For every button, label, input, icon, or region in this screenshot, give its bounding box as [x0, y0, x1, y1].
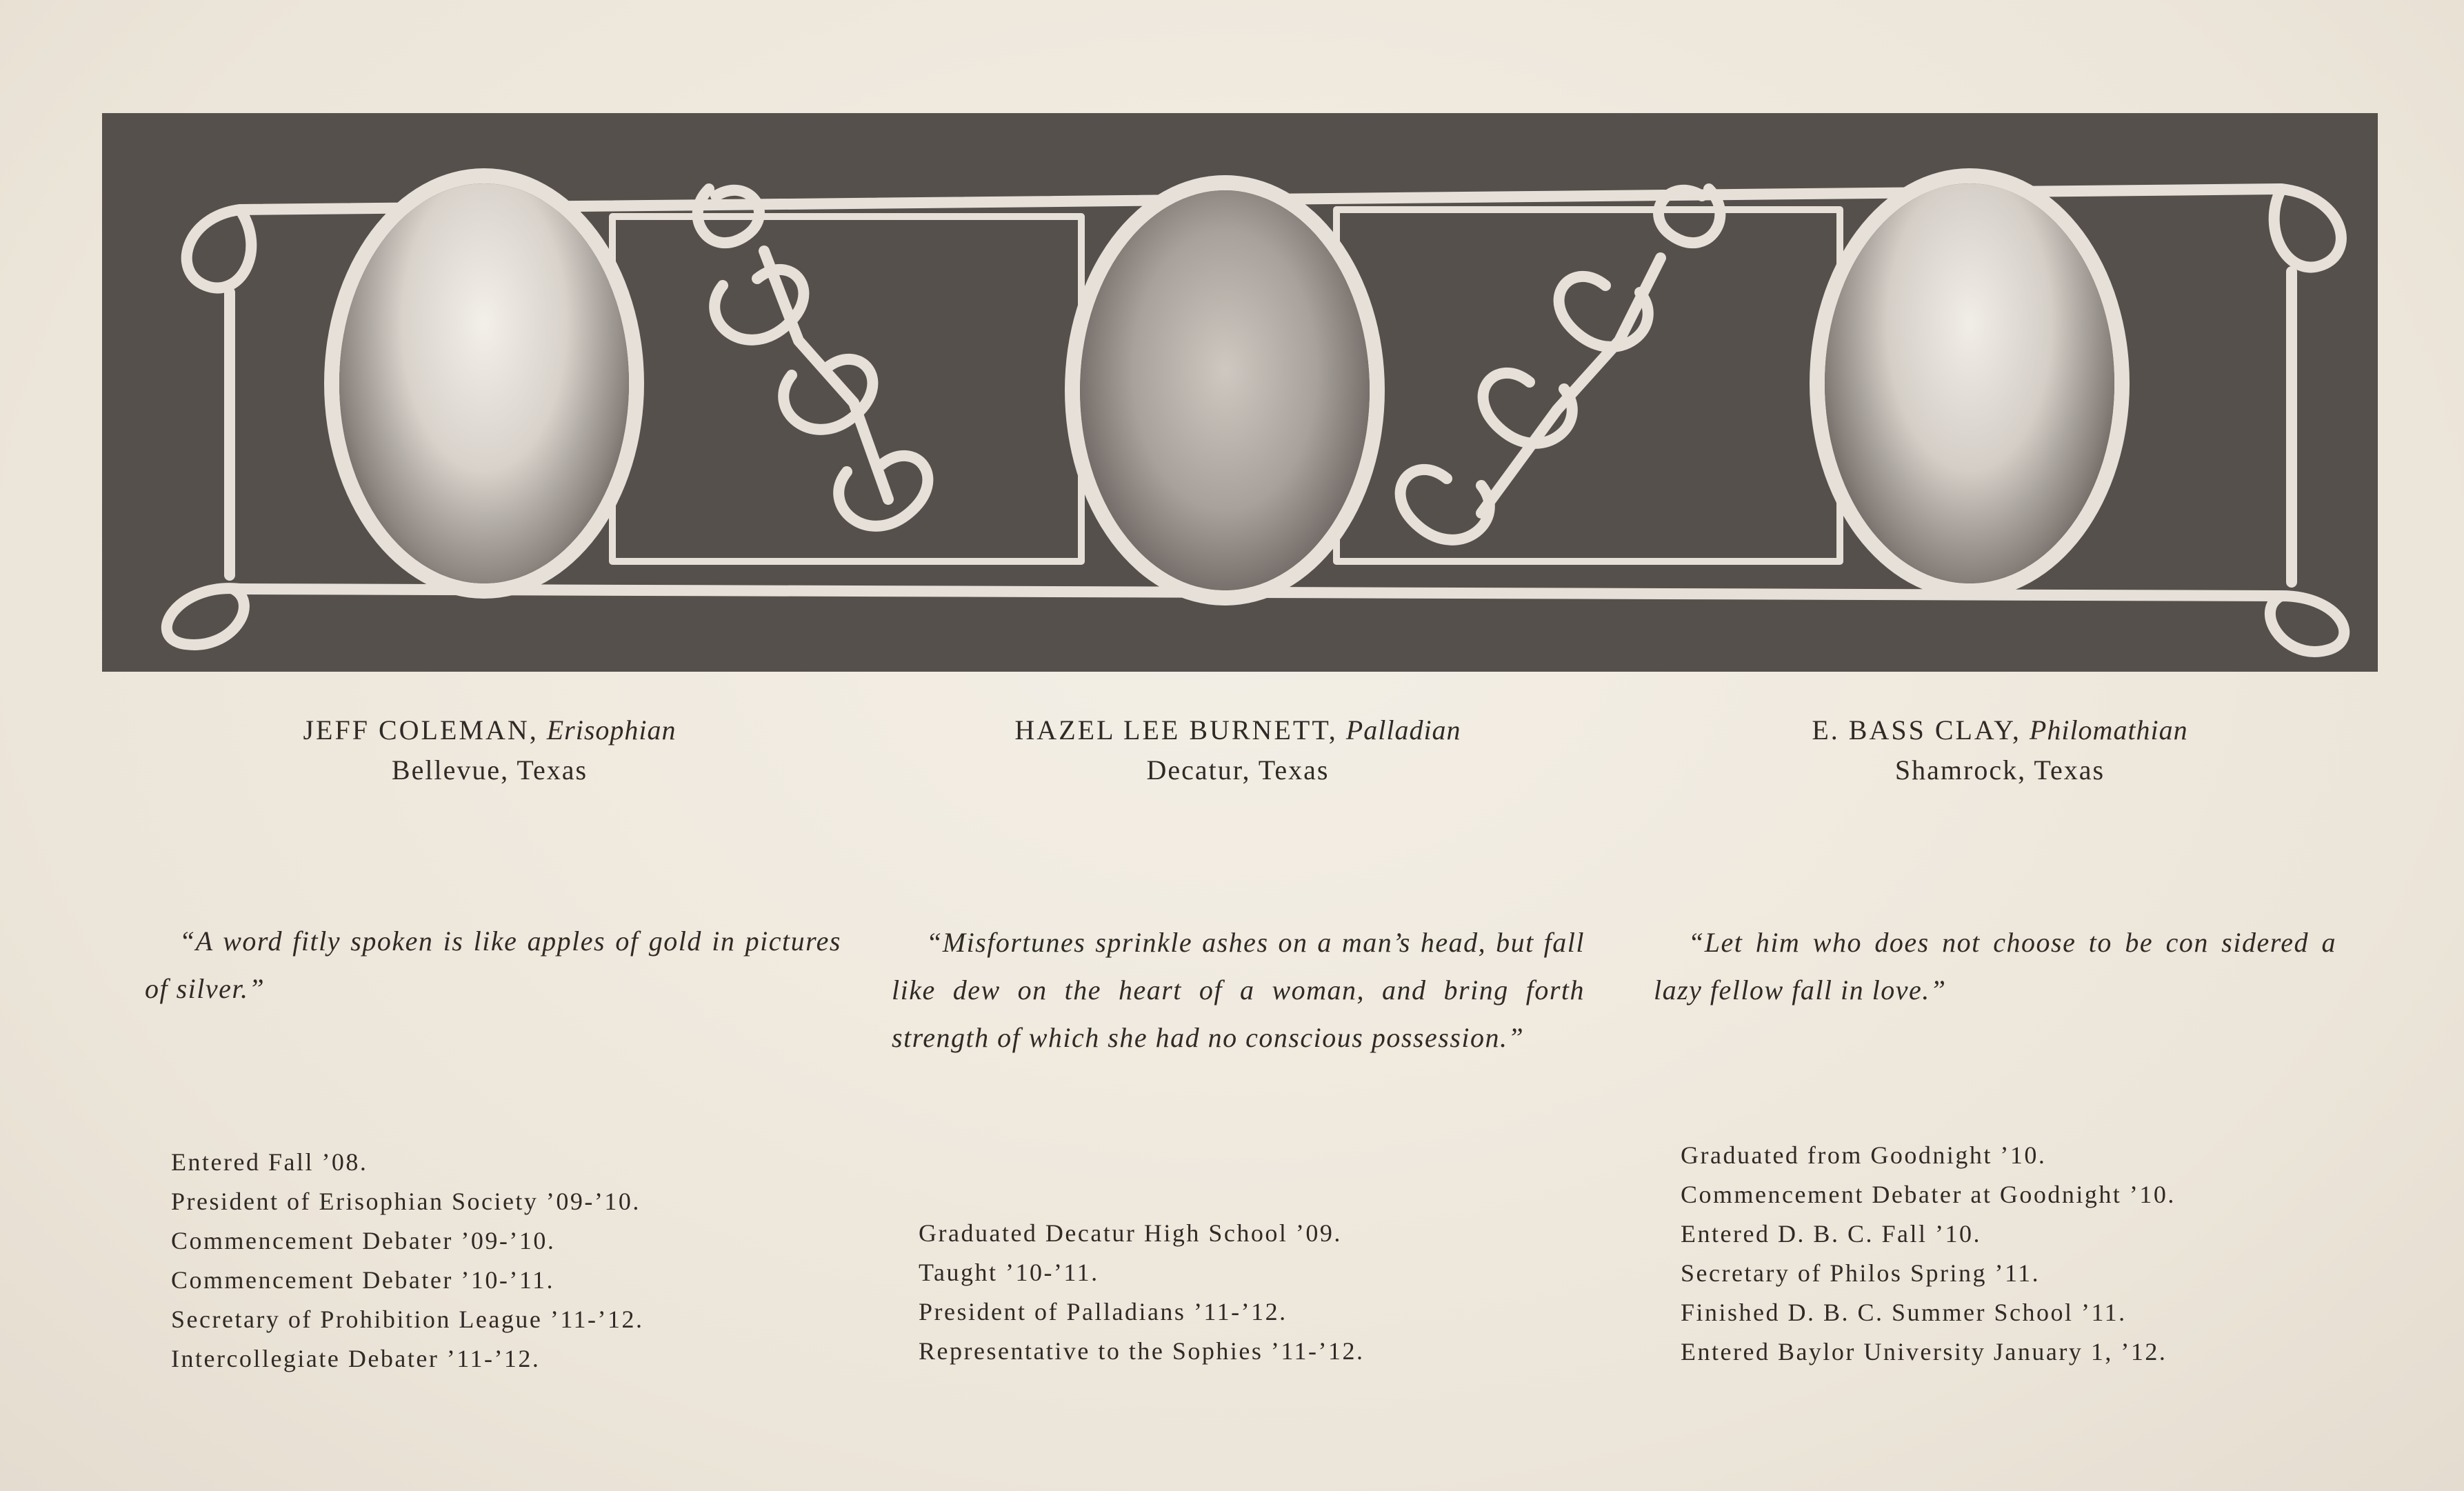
- quote-text: “Let him who does not choose to be con sidered a lazy fellow fall in love.”: [1654, 927, 2336, 1005]
- portrait-banner: [102, 113, 2378, 672]
- society-name: Philomathian: [2029, 714, 2188, 746]
- header-jeff-coleman: [145, 710, 834, 790]
- record-line: President of Palladians ’11-’12.: [919, 1298, 1288, 1325]
- record-line: Secretary of Philos Spring ’11.: [1681, 1259, 2041, 1287]
- record-line: Intercollegiate Debater ’11-’12.: [171, 1345, 541, 1372]
- record-line: Graduated from Goodnight ’10.: [1681, 1141, 2047, 1169]
- record-line: Entered Baylor University January 1, ’12.: [1681, 1338, 2167, 1365]
- quote-text: “A word fitly spoken is like apples of gold in pictures of silver.”: [145, 925, 841, 1004]
- quote-hazel-lee-burnett: [892, 919, 1585, 1061]
- portrait-e-bass-clay: [1810, 168, 2130, 599]
- quote-e-bass-clay: [1654, 919, 2336, 1014]
- student-name: HAZEL LEE BURNETT,: [1014, 714, 1338, 746]
- quote-text: “Misfortunes sprinkle ashes on a man’s head, but fall like dew on the heart of a woman, and bring forth strength of which she had no conscious possession.”: [892, 927, 1585, 1053]
- record-line: Secretary of Prohibition League ’11-’12.: [171, 1305, 644, 1333]
- student-name: E. BASS CLAY,: [1812, 714, 2021, 746]
- portrait-jeff-coleman: [324, 168, 644, 599]
- record-line: Entered Fall ’08.: [171, 1148, 368, 1176]
- record-hazel-lee-burnett: [919, 1214, 1365, 1371]
- record-line: Commencement Debater ’09-’10.: [171, 1227, 556, 1254]
- hometown: Shamrock, Texas: [1894, 754, 2105, 785]
- portrait-hazel-lee-burnett: [1065, 175, 1385, 606]
- record-line: Commencement Debater ’10-’11.: [171, 1266, 554, 1294]
- record-jeff-coleman: [171, 1143, 643, 1379]
- student-name: JEFF COLEMAN,: [303, 714, 539, 746]
- record-line: Commencement Debater at Goodnight ’10.: [1681, 1181, 2176, 1208]
- record-line: Taught ’10-’11.: [919, 1259, 1099, 1286]
- header-hazel-lee-burnett: [893, 710, 1583, 790]
- record-line: President of Erisophian Society ’09-’10.: [171, 1188, 641, 1215]
- record-line: Entered D. B. C. Fall ’10.: [1681, 1220, 1981, 1248]
- record-e-bass-clay: [1681, 1136, 2176, 1372]
- record-line: Graduated Decatur High School ’09.: [919, 1219, 1342, 1247]
- header-e-bass-clay: [1655, 710, 2345, 790]
- record-line: Representative to the Sophies ’11-’12.: [919, 1337, 1365, 1365]
- quote-jeff-coleman: [145, 917, 841, 1012]
- hometown: Bellevue, Texas: [391, 754, 588, 785]
- society-name: Erisophian: [546, 714, 677, 746]
- hometown: Decatur, Texas: [1146, 754, 1330, 785]
- society-name: Palladian: [1345, 714, 1461, 746]
- record-line: Finished D. B. C. Summer School ’11.: [1681, 1299, 2127, 1326]
